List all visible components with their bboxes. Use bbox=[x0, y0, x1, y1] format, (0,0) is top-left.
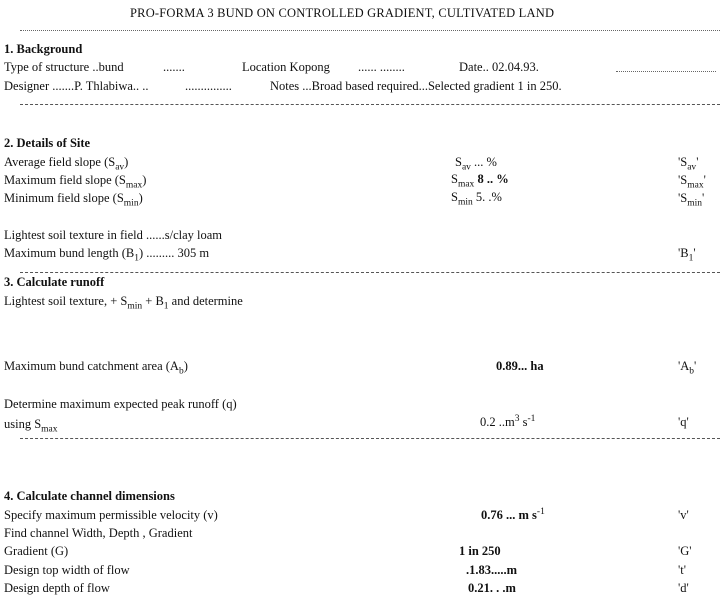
depth-code: 'd' bbox=[678, 581, 689, 595]
runoff-instruction: Lightest soil texture, + $S_{min} + B_1$ and determine bbox=[4, 294, 243, 312]
top-width-code: 't' bbox=[678, 563, 686, 577]
soil-texture: Lightest soil texture in field ......s/clay loam bbox=[4, 228, 223, 242]
section-2-heading: 2. Details of Site bbox=[4, 136, 91, 150]
depth-value: 0.21. . .m bbox=[468, 581, 516, 595]
velocity-value: 0.76 ... m $s^{-1}$ bbox=[481, 506, 545, 522]
gradient-label: Gradient (G) bbox=[4, 544, 69, 558]
section-4-heading: 4. Calculate channel dimensions bbox=[4, 489, 175, 503]
min-slope-label: Minimum field slope $(S_{min})$ bbox=[4, 191, 143, 209]
divider bbox=[20, 104, 720, 105]
divider bbox=[20, 30, 720, 31]
top-width-value: .1.83.....m bbox=[466, 563, 518, 577]
page-title: PRO-FORMA 3 BUND ON CONTROLLED GRADIENT, CULTIVATED LAND bbox=[130, 6, 555, 20]
divider bbox=[20, 272, 720, 273]
min-slope-code: '$S_{min}$' bbox=[678, 191, 705, 209]
velocity-code: 'v' bbox=[678, 508, 689, 522]
using-smax: using $S_{max}$ bbox=[4, 417, 58, 435]
location-dots: ...... ........ bbox=[358, 60, 405, 74]
date: Date.. 02.04.93. bbox=[459, 60, 539, 74]
divider bbox=[20, 438, 720, 439]
max-slope-code: '$S_{max}$' bbox=[678, 173, 706, 191]
structure-type-dots: ....... bbox=[163, 60, 185, 74]
avg-slope-label: Average field slope $(S_{av})$ bbox=[4, 155, 129, 173]
divider bbox=[616, 71, 716, 72]
catchment-area-code: '$A_b$' bbox=[678, 359, 697, 377]
peak-runoff-code: 'q' bbox=[678, 415, 689, 429]
avg-slope-code: '$S_{av}$' bbox=[678, 155, 699, 173]
gradient-code: 'G' bbox=[678, 544, 692, 558]
peak-runoff-value: 0.2 $..m^3$ $s^{-1}$ bbox=[480, 413, 536, 429]
min-slope-value: $S_{min}$ 5. .% bbox=[451, 190, 502, 208]
bund-length-code: '$B_1$' bbox=[678, 246, 696, 264]
avg-slope-value: $S_{av}$ ... % bbox=[455, 155, 497, 173]
gradient-value: 1 in 250 bbox=[459, 544, 501, 558]
max-slope-value: $S_{max}$ 8 .. % bbox=[451, 172, 509, 190]
velocity-label: Specify maximum permissible velocity (v) bbox=[4, 508, 218, 522]
find-dimensions: Find channel Width, Depth , Gradient bbox=[4, 526, 193, 540]
bund-length-label: Maximum bund length $(B_1)$ ......... 305 m bbox=[4, 246, 210, 264]
depth-label: Design depth of flow bbox=[4, 581, 110, 595]
section-3-heading: 3. Calculate runoff bbox=[4, 275, 105, 289]
top-width-label: Design top width of flow bbox=[4, 563, 130, 577]
section-1-heading: 1. Background bbox=[4, 42, 83, 56]
location: Location Kopong bbox=[242, 60, 330, 74]
notes: Notes ...Broad based required...Selected gradient 1 in 250. bbox=[270, 79, 562, 93]
designer-dots: ............... bbox=[185, 79, 232, 93]
catchment-area-value: 0.89... ha bbox=[496, 359, 544, 373]
peak-runoff-label: Determine maximum expected peak runoff (q) bbox=[4, 397, 237, 411]
max-slope-label: Maximum field slope $(S_{max})$ bbox=[4, 173, 147, 191]
catchment-area-label: Maximum bund catchment area $(A_b)$ bbox=[4, 359, 188, 377]
designer: Designer .......P. Thlabiwa.. .. bbox=[4, 79, 149, 93]
structure-type: Type of structure ..bund bbox=[4, 60, 124, 74]
